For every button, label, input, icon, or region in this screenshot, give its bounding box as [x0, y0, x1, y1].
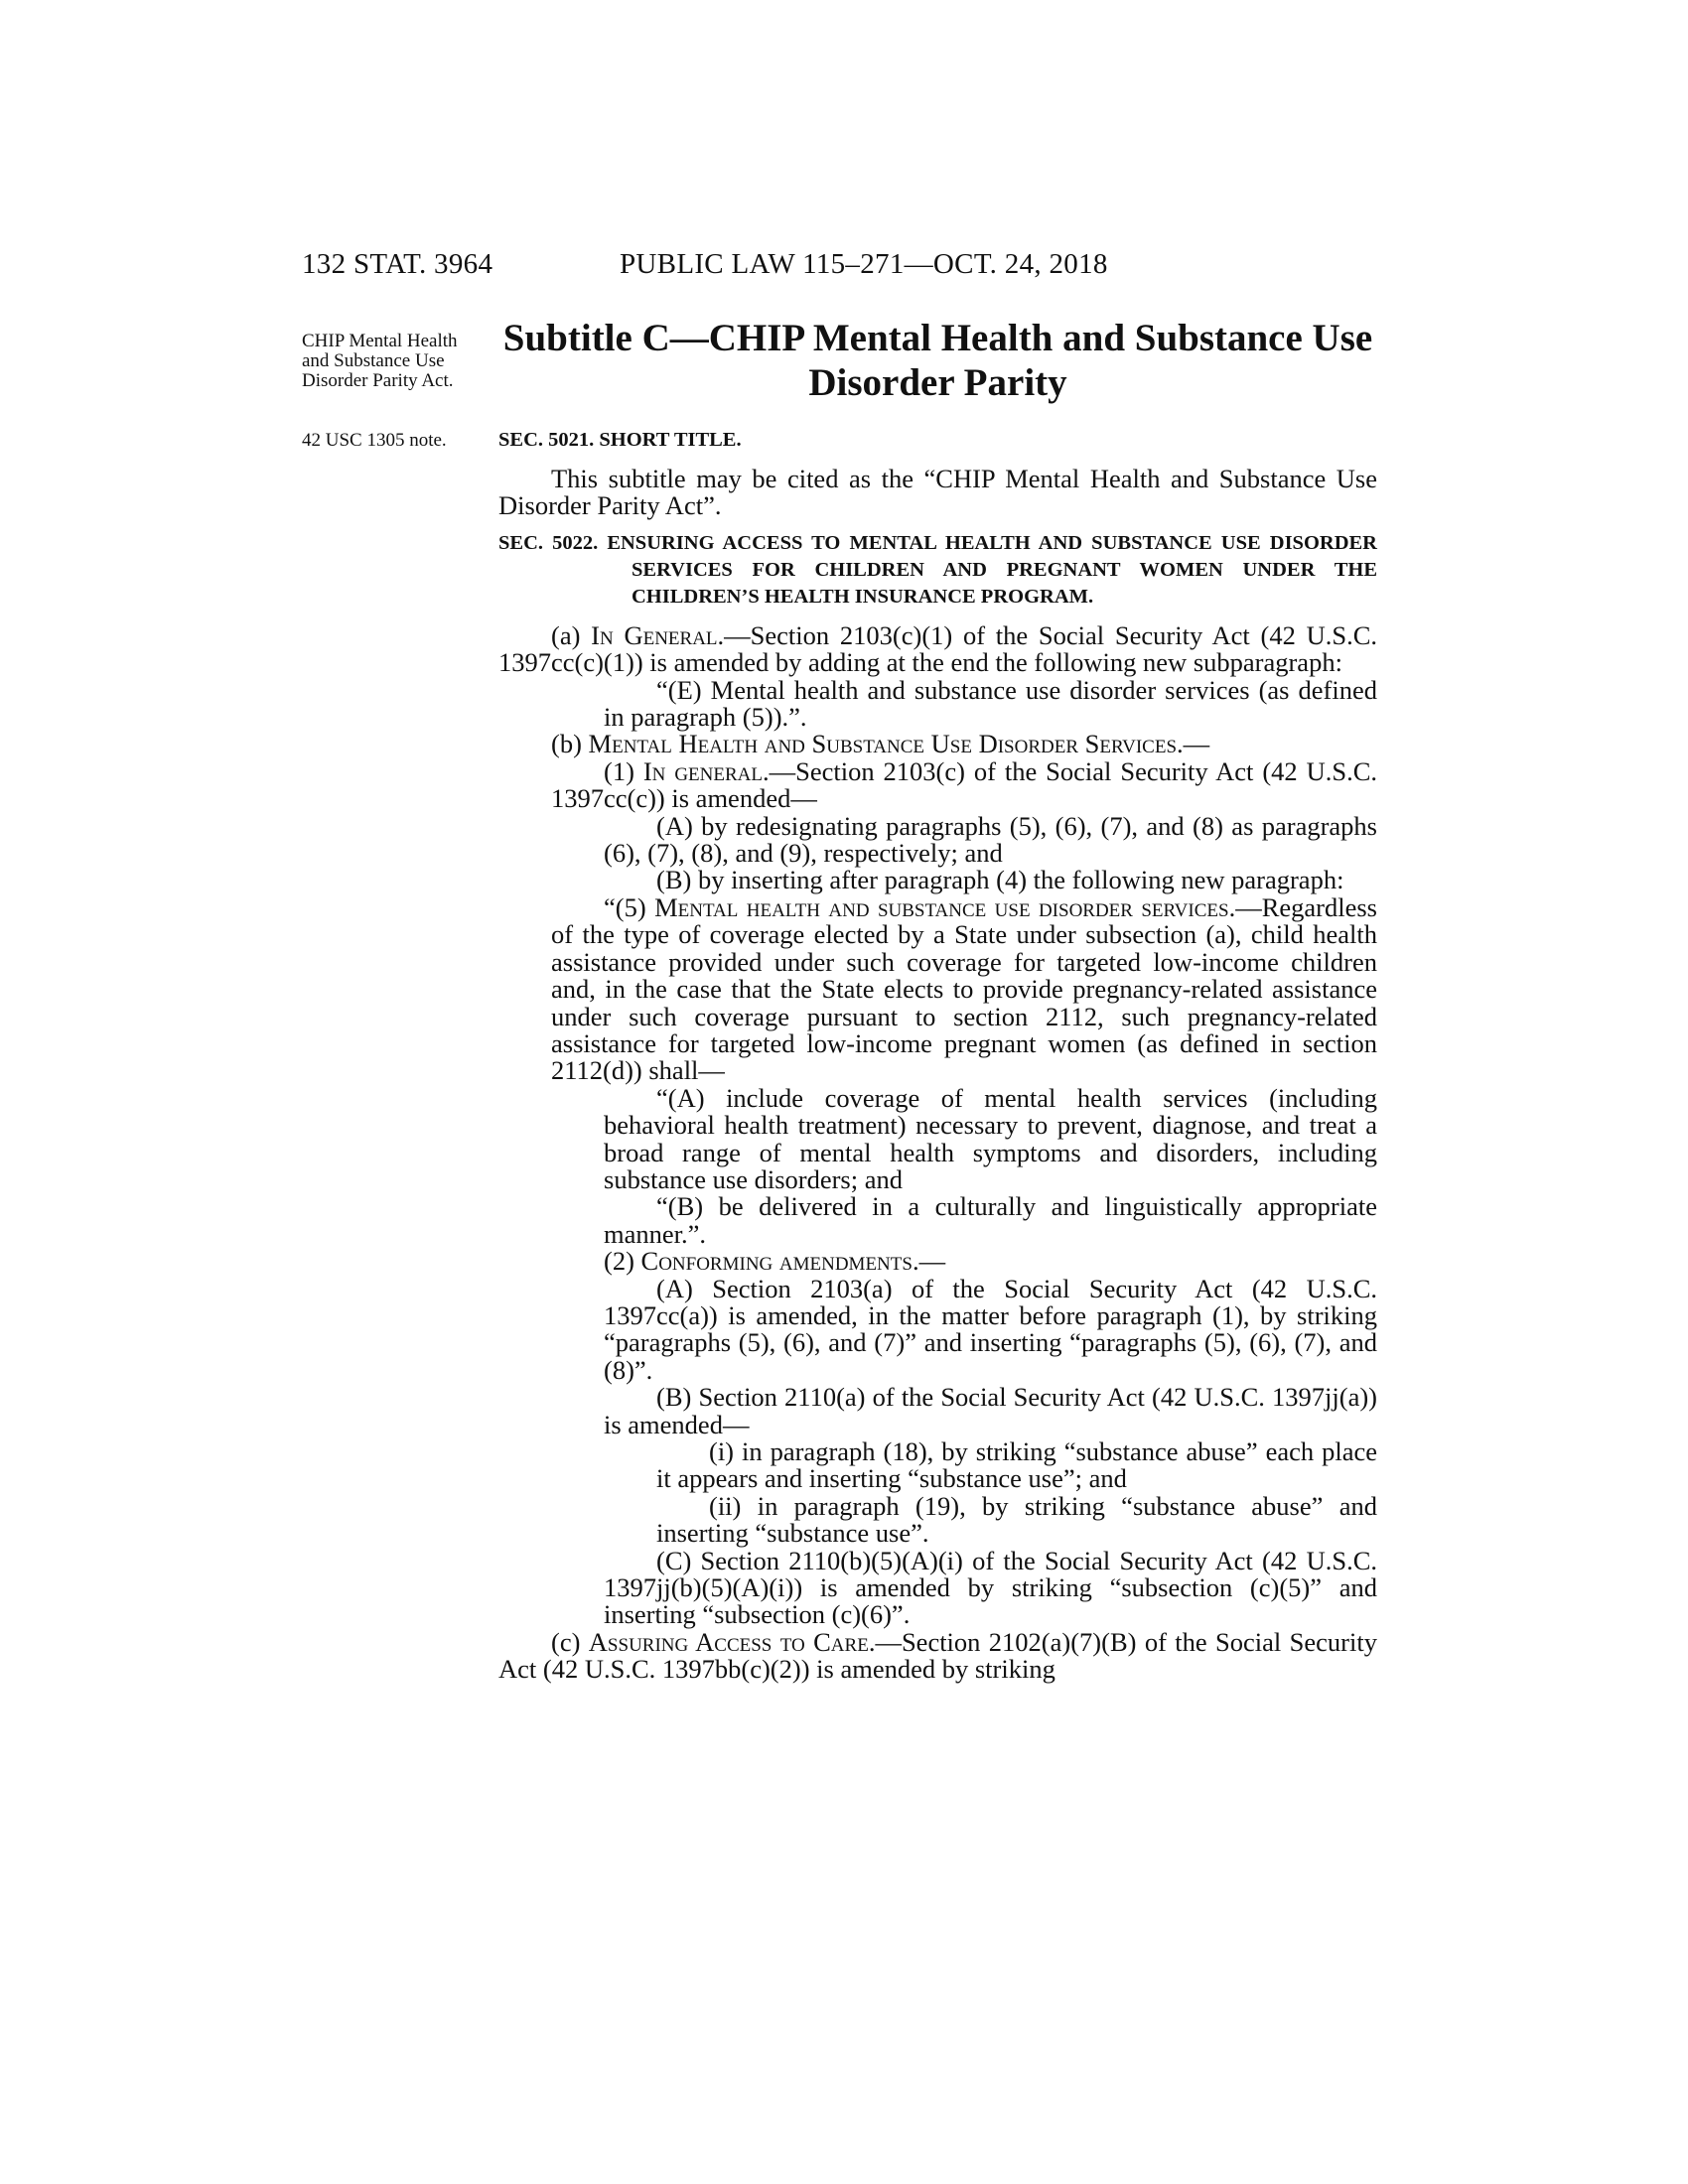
stat-page-number: 132 STAT. 3964 — [302, 248, 493, 280]
paragraph-b2-b: (B) Section 2110(a) of the Social Security Act (42 U.S.C. 1397jj(a)) is amended— — [604, 1382, 1377, 1439]
margin-note-short-title: CHIP Mental Health and Substance Use Disorder Parity Act. — [302, 331, 458, 391]
quoted-paragraph-5-caption: Mental health and substance use disorder services — [654, 891, 1229, 922]
subsection-a-caption: In General — [591, 619, 718, 650]
subparagraph-e: “(E) Mental health and substance use disorder services (as defined in paragraph (5)).”. — [604, 674, 1377, 733]
paragraph-b1-caption: In general — [642, 755, 763, 786]
paragraph-b2-a: (A) Section 2103(a) of the Social Security Act (42 U.S.C. 1397cc(a)) is amended, in the matter before paragraph (1), by striking “paragraphs (5), (6), and (7)” and inserting “paragraphs (5), (6), (7), and (8)”. — [604, 1273, 1377, 1385]
paragraph-b1-a: (A) by redesignating paragraphs (5), (6), (7), and (8) as paragraphs (6), (7), (8), and (9), respectively; and — [604, 810, 1377, 869]
subsection-a: (a) In General.—Section 2103(c)(1) of the Social Security Act (42 U.S.C. 1397cc(c)(1)) is amended by adding at the end the following new subparagraph: — [498, 619, 1377, 678]
paragraph-b1-b: (B) by inserting after paragraph (4) the following new paragraph: — [656, 865, 1344, 895]
subsection-c-caption: Assuring Access to Care — [588, 1626, 869, 1657]
document-body — [498, 316, 1377, 1684]
paragraph-b2-b-i: (i) in paragraph (18), by striking “substance abuse” each place it appears and inserting “substance use”; and — [656, 1436, 1377, 1494]
paragraph-b1: (1) In general.—Section 2103(c) of the Social Security Act (42 U.S.C. 1397cc(c)) is amended— — [551, 755, 1378, 814]
subsection-c: (c) Assuring Access to Care.—Section 2102(a)(7)(B) of the Social Security Act (42 U.S.C. 1397bb(c)(2)) is amended by striking — [498, 1626, 1377, 1685]
quoted-paragraph-5: “(5) Mental health and substance use disorder services.—Regardless of the type of coverage elected by a State under subsection (a), child health assistance provided under such coverage for targeted low-income children and, in the case that the State elects to provide pregnancy-related assistance under such coverage pursuant to section 2112, such pregnancy-related assistance for targeted low-income pregnant women (as defined in section 2112(d)) shall— — [551, 891, 1377, 1086]
paragraph-b2-c: (C) Section 2110(b)(5)(A)(i) of the Social Security Act (42 U.S.C. 1397jj(b)(5)(A)(i)) is amended by striking “subsection (c)(5)” and inserting “subsection (c)(6)”. — [604, 1545, 1377, 1630]
section-5021-text: This subtitle may be cited as the “CHIP Mental Health and Substance Use Disorder Parity Act”. — [498, 464, 1377, 521]
subtitle-heading: Subtitle C—CHIP Mental Health and Substance Use Disorder Parity — [502, 317, 1373, 404]
subsection-b-caption: Mental Health and Substance Use Disorder Services — [588, 729, 1178, 759]
paragraph-b2-b-ii: (ii) in paragraph (19), by striking “substance abuse” and inserting “substance use”. — [656, 1490, 1377, 1549]
paragraph-b2: (2) Conforming amendments.— — [604, 1246, 946, 1277]
quoted-paragraph-5-a: “(A) include coverage of mental health services (including behavioral health treatment) necessary to prevent, diagnose, and treat a broad range of mental health symptoms and disorders, including substance use disorders; and — [604, 1082, 1377, 1194]
subsection-b: (b) Mental Health and Substance Use Disorder Services.— — [551, 729, 1210, 759]
section-5021-heading: SEC. 5021. SHORT TITLE. — [498, 429, 742, 451]
paragraph-b2-caption: Conforming amendments — [640, 1246, 913, 1277]
section-5022-heading: SEC. 5022. ENSURING ACCESS TO MENTAL HEALTH AND SUBSTANCE USE DISORDER SERVICES FOR CHILDREN AND PREGNANT WOMEN UNDER THE CHILDREN’S HEALTH INSURANCE PROGRAM. — [498, 531, 1377, 608]
quoted-paragraph-5-b: “(B) be delivered in a culturally and linguistically appropriate manner.”. — [604, 1191, 1377, 1249]
margin-note-usc-citation: 42 USC 1305 note. — [302, 430, 447, 451]
public-law-header: PUBLIC LAW 115–271—OCT. 24, 2018 — [620, 248, 1108, 280]
